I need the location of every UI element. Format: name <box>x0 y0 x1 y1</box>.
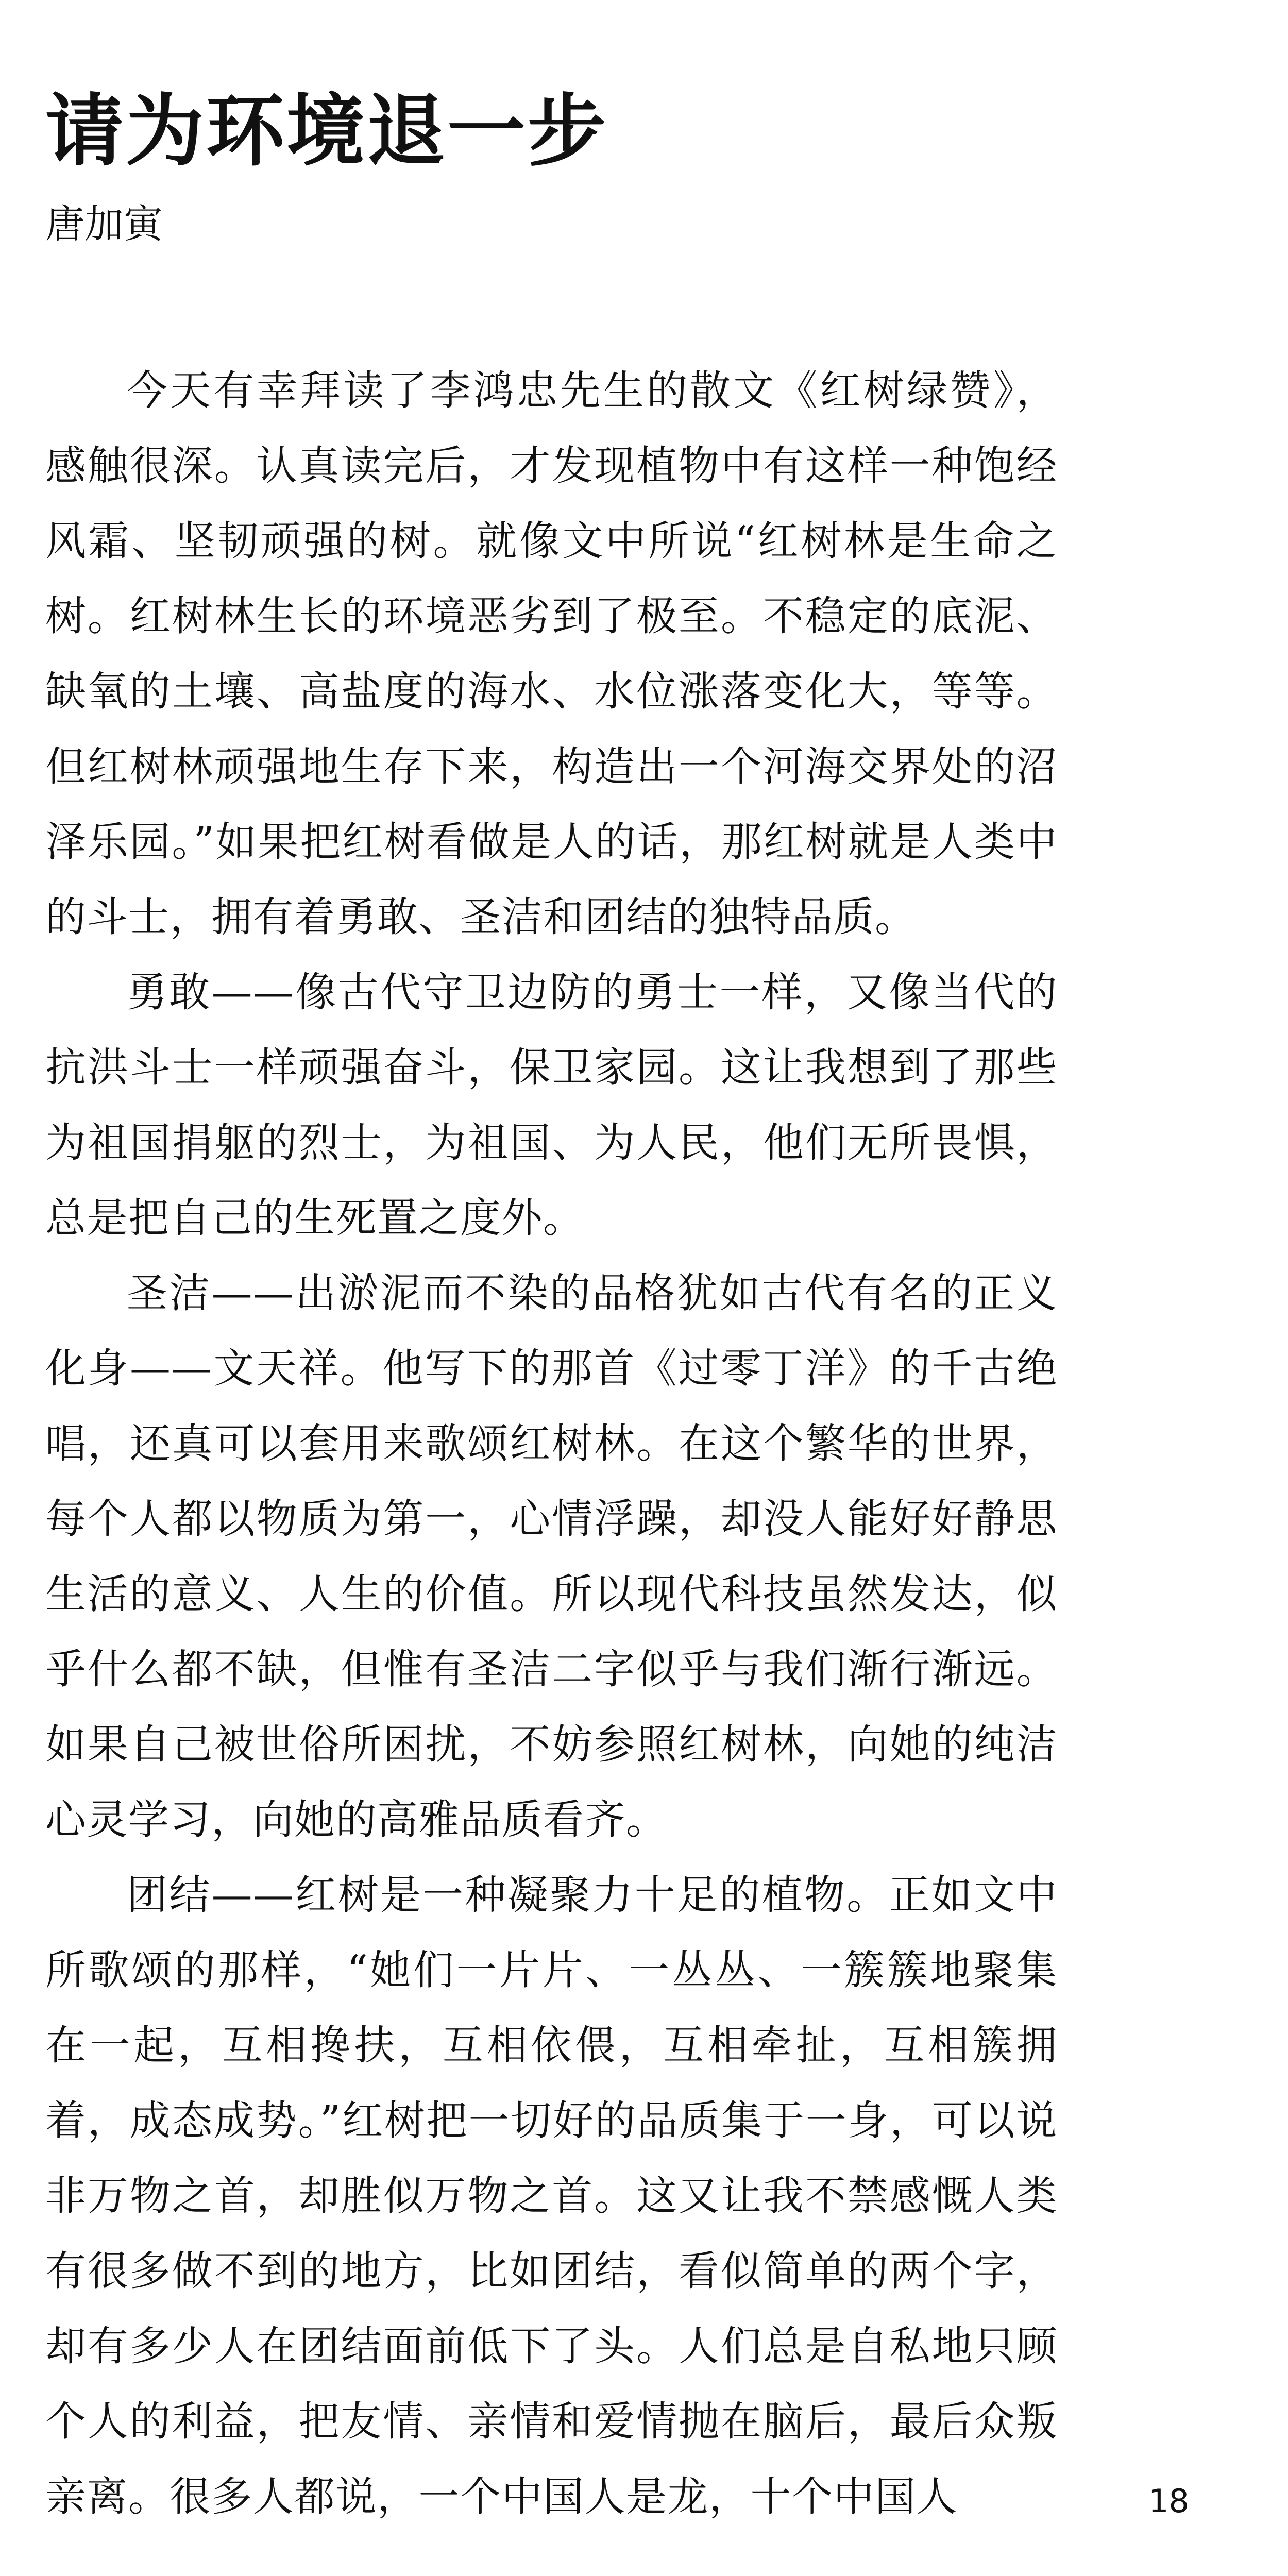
article-body <box>45 353 1058 2534</box>
paragraph: 勇敢——像古代守卫边防的勇士一样，又像当代的抗洪斗士一样顽强奋斗，保卫家园。这让我想到了那些为祖国捐躯的烈士，为祖国、为人民，他们无所畏惧，总是把自己的生死置之度外。 <box>45 969 1058 1242</box>
paragraph: 团结——红树是一种凝聚力十足的植物。正如文中所歌颂的那样，“她们一片片、一丛丛、一簇簇地聚集在一起，互相搀扶，互相依偎，互相牵扯，互相簇拥着，成态成势。”红树把一切好的品质集于一身，可以说非万物之首，却胜似万物之首。这又让我不禁感慨人类有很多做不到的地方，比如团结，看似简单的两个字，却有多少人在团结面前低下了头。人们总是自私地只顾个人的利益，把友情、亲情和爱情抛在脑后，最后众叛亲离。很多人都说，一个中国人是龙，十个中国人 <box>45 1871 1058 2520</box>
paragraph: 今天有幸拜读了李鸿忠先生的散文《红树绿赞》，感触很深。认真读完后，才发现植物中有这样一种饱经风霜、坚韧顽强的树。就像文中所说“红树林是生命之树。红树林生长的环境恶劣到了极至。不稳定的底泥、缺氧的土壤、高盐度的海水、水位涨落变化大，等等。但红树林顽强地生存下来，构造出一个河海交界处的沼泽乐园。”如果把红树看做是人的话，那红树就是人类中的斗士，拥有着勇敢、圣洁和团结的独特品质。 <box>45 367 1058 941</box>
article-author: 唐加寅 <box>45 201 163 247</box>
page-number: 18 <box>1148 2482 1189 2520</box>
paragraph: 圣洁——出淤泥而不染的品格犹如古代有名的正义化身——文天祥。他写下的那首《过零丁洋》的千古绝唱，还真可以套用来歌颂红树林。在这个繁华的世界，每个人都以物质为第一，心情浮躁，却没人能好好静思生活的意义、人生的价值。所以现代科技虽然发达，似乎什么都不缺，但惟有圣洁二字似乎与我们渐行渐远。如果自己被世俗所困扰，不妨参照红树林，向她的纯洁心灵学习，向她的高雅品质看齐。 <box>45 1269 1058 1843</box>
article-title: 请为环境退一步 <box>45 86 608 177</box>
